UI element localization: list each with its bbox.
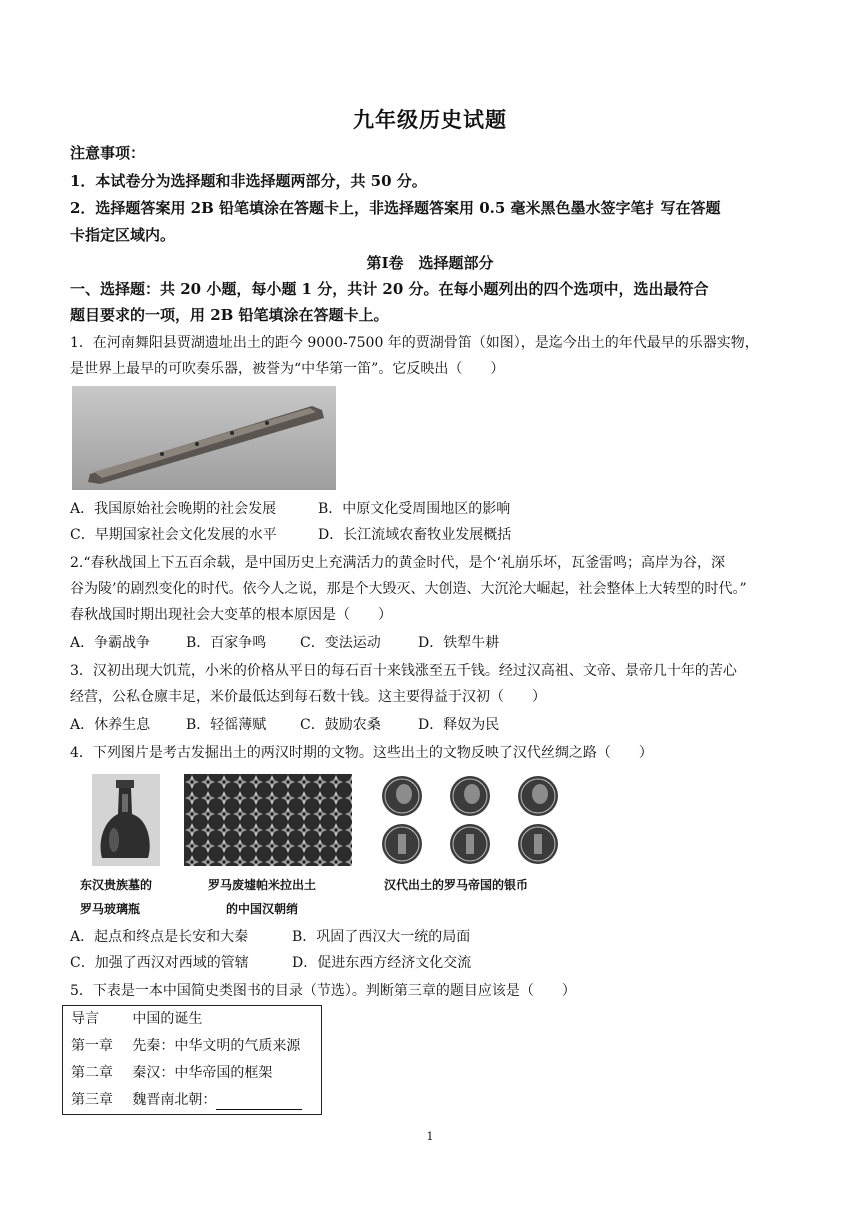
- toc-chapter: 第一章: [71, 1038, 113, 1054]
- part-one-instructions-line-1: 一、选择题：共 20 小题，每小题 1 分，共计 20 分。在每小题列出的四个选项中，选出最符合: [70, 280, 709, 298]
- q4-option-d[interactable]: D．促进东西方经济文化交流: [292, 955, 472, 971]
- q1-stem-line-1: 1．在河南舞阳县贾湖遗址出土的距今 9000-7500 年的贾湖骨笛（如图），是迄今出土的年代最早的乐器实物，: [70, 335, 759, 351]
- table-row: [63, 1060, 322, 1087]
- q1-option-a[interactable]: A．我国原始社会晚期的社会发展: [70, 501, 277, 517]
- toc-chapter: 第三章: [71, 1092, 113, 1108]
- notice-item-2-line-1: 2．选择题答案用 2B 铅笔填涂在答题卡上，非选择题答案用 0.5 毫米黑色墨水签字笔扌写在答题: [70, 199, 721, 217]
- toc-title: 先秦：中华文明的气质来源: [132, 1038, 301, 1054]
- bone-flute-photo: [72, 386, 336, 490]
- notice-item-1: 1．本试卷分为选择题和非选择题两部分，共 50 分。: [70, 172, 427, 190]
- q1-option-d[interactable]: D．长江流域农畜牧业发展概括: [318, 527, 512, 543]
- q4-option-b[interactable]: B．巩固了西汉大一统的局面: [292, 929, 471, 945]
- q2-option-b[interactable]: B．百家争鸣: [186, 635, 267, 651]
- q3-option-c[interactable]: C．鼓励农桑: [300, 717, 381, 733]
- q2-stem-line-2: 谷为陵’的剧烈变化的时代。依今人之说，那是个大毁灭、大创造、大沉沦大崛起，社会整体上大转型的时代。”: [70, 581, 747, 597]
- notice-item-2-line-2: 卡指定区域内。: [70, 226, 176, 244]
- toc-title: 秦汉：中华帝国的框架: [132, 1065, 273, 1081]
- q3-option-d[interactable]: D．释奴为民: [418, 717, 500, 733]
- caption-han-silk-line-1: 罗马废墟帕米拉出土: [208, 878, 317, 892]
- part-one-instructions-line-2: 题目要求的一项，用 2B 铅笔填涂在答题卡上。: [70, 306, 389, 324]
- q2-option-c[interactable]: C．变法运动: [300, 635, 381, 651]
- answer-blank[interactable]: [216, 1095, 302, 1110]
- table-row: [63, 1006, 322, 1034]
- q5-stem-line-1: 5．下表是一本中国简史类图书的目录（节选）。判断第三章的题目应该是（ ）: [70, 983, 576, 999]
- q2-option-a[interactable]: A．争霸战争: [70, 635, 151, 651]
- toc-chapter: 导言: [71, 1011, 99, 1027]
- q1-option-c[interactable]: C．早期国家社会文化发展的水平: [70, 527, 277, 543]
- q2-option-d[interactable]: D．铁犁牛耕: [418, 635, 500, 651]
- q3-option-a[interactable]: A．休养生息: [70, 717, 151, 733]
- caption-roman-coins: 汉代出土的罗马帝国的银币: [384, 878, 529, 892]
- q2-stem-line-1: 2.“春秋战国上下五百余载，是中国历史上充满活力的黄金时代，是个‘礼崩乐坏，瓦釜雷鸣；高岸为谷，深: [70, 555, 725, 571]
- roman-silver-coins-photo: [374, 772, 570, 868]
- q2-stem-line-3: 春秋战国时期出现社会大变革的根本原因是（ ）: [70, 607, 392, 623]
- toc-title: 中国的诞生: [132, 1011, 203, 1027]
- book-contents-table: [62, 1005, 322, 1115]
- caption-roman-glass-line-2: 罗马玻璃瓶: [80, 902, 141, 916]
- q1-stem-line-2: 是世界上最早的可吹奏乐器，被誉为“中华第一笛”。它反映出（ ）: [70, 361, 505, 377]
- table-row: [63, 1033, 322, 1060]
- q4-option-a[interactable]: A．起点和终点是长安和大秦: [70, 929, 249, 945]
- page-title: 九年级历史试题: [353, 107, 507, 132]
- toc-title-cell: [124, 1087, 321, 1115]
- page-number: 1: [426, 1130, 434, 1143]
- section-title: 第Ⅰ卷 选择题部分: [366, 254, 494, 272]
- toc-chapter: 第二章: [71, 1065, 113, 1081]
- q1-option-b[interactable]: B．中原文化受周围地区的影响: [318, 501, 511, 517]
- q4-stem-line-1: 4．下列图片是考古发掘出土的两汉时期的文物。这些出土的文物反映了汉代丝绸之路（ ）: [70, 745, 653, 761]
- toc-title: 魏晋南北朝：: [132, 1092, 217, 1108]
- q4-option-c[interactable]: C．加强了西汉对西域的管辖: [70, 955, 249, 971]
- table-row: [63, 1087, 322, 1115]
- han-silk-fabric-photo: [184, 774, 352, 866]
- q3-stem-line-1: 3．汉初出现大饥荒，小米的价格从平日的每石百十来钱涨至五千钱。经过汉高祖、文帝、景帝几十年的苦心: [70, 663, 737, 679]
- roman-glass-bottle-photo: [92, 774, 160, 866]
- q3-stem-line-2: 经营，公私仓廪丰足，米价最低达到每石数十钱。这主要得益于汉初（ ）: [70, 689, 546, 705]
- caption-han-silk-line-2: 的中国汉朝绡: [226, 902, 299, 916]
- notice-heading: 注意事项：: [70, 144, 146, 162]
- caption-roman-glass-line-1: 东汉贵族墓的: [80, 878, 153, 892]
- q3-option-b[interactable]: B．轻徭薄赋: [186, 717, 267, 733]
